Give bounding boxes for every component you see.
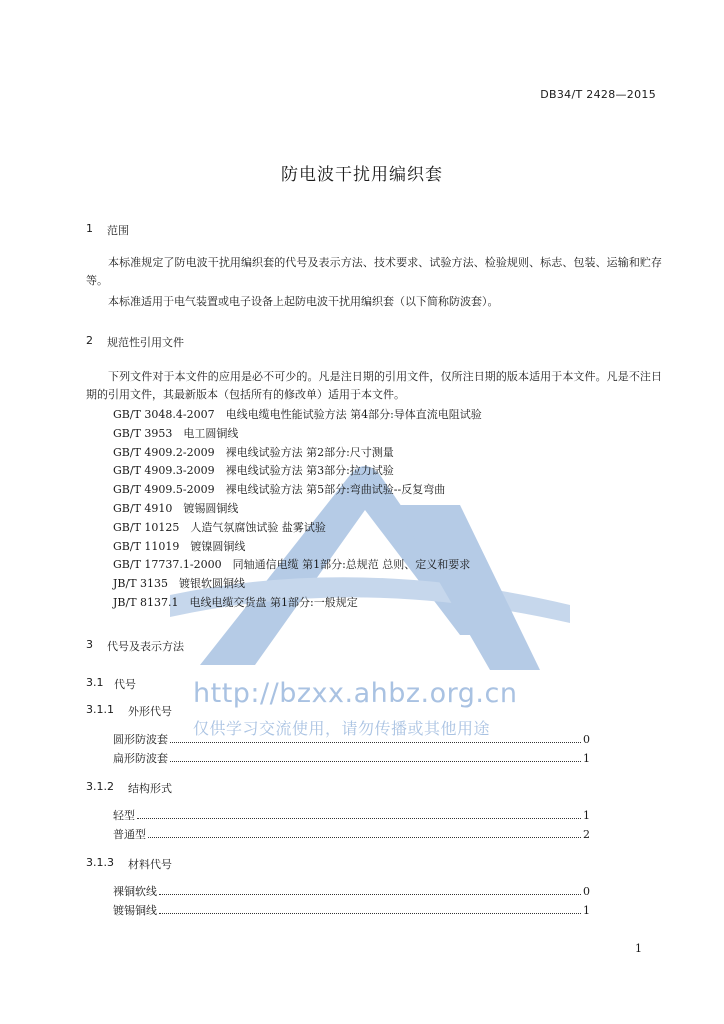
dot-leader — [148, 837, 581, 838]
code-value: 1 — [583, 752, 590, 765]
material-code-list — [113, 883, 590, 921]
watermark-note: 仅供学习交流使用，请勿传播或其他用途 — [193, 719, 491, 738]
code-item — [113, 807, 590, 826]
code-label: 轻型 — [113, 809, 135, 822]
code-item — [113, 750, 590, 769]
section-title: 代号 — [114, 678, 136, 691]
code-item — [113, 826, 590, 845]
dot-leader — [170, 742, 581, 743]
code-value: 1 — [583, 809, 590, 822]
structure-code-list — [113, 807, 590, 845]
code-label: 扁形防波套 — [113, 752, 168, 765]
reference-item: GB/T 4909.2-2009 裸电线试验方法 第2部分:尺寸测量 — [113, 445, 394, 459]
reference-item: GB/T 17737.1-2000 同轴通信电缆 第1部分:总规范 总则、定义和要求 — [113, 558, 471, 572]
reference-item: GB/T 10125 人造气氛腐蚀试验 盐雾试验 — [113, 520, 326, 534]
section-number: 3.1 — [86, 676, 104, 689]
page-number: 1 — [635, 942, 642, 955]
code-label: 圆形防波套 — [113, 733, 168, 746]
section-number: 3 — [86, 638, 93, 651]
dot-leader — [159, 913, 581, 914]
section-3-1-1-heading — [86, 703, 172, 719]
scope-paragraph-2: 本标准适用于电气装置或电子设备上起防电波干扰用编织套（以下简称防波套）。 — [108, 295, 499, 308]
section-3-1-3-heading — [86, 856, 172, 872]
watermark-url: http://bzxx.ahbz.org.cn — [193, 678, 518, 709]
code-item — [113, 902, 590, 921]
section-3-heading — [86, 638, 184, 654]
standard-number: DB34/T 2428—2015 — [540, 88, 656, 101]
code-label: 普通型 — [113, 828, 146, 841]
section-title: 范围 — [107, 224, 129, 237]
scope-paragraph-1: 本标准规定了防电波干扰用编织套的代号及表示方法、技术要求、试验方法、检验规则、标志、包装、运输和贮存等。 — [86, 256, 662, 287]
shape-code-list — [113, 731, 590, 769]
code-item — [113, 731, 590, 750]
reference-item: GB/T 11019 镀镍圆铜线 — [113, 539, 246, 553]
section-number: 2 — [86, 334, 93, 347]
dot-leader — [159, 894, 581, 895]
section-2-heading — [86, 334, 184, 350]
reference-list — [113, 406, 482, 613]
code-value: 0 — [583, 885, 590, 898]
dot-leader — [137, 818, 581, 819]
reference-item: GB/T 3048.4-2007 电线电缆电性能试验方法 第4部分:导体直流电阻试验 — [113, 408, 482, 421]
code-value: 0 — [583, 733, 590, 746]
reference-item: GB/T 3953 电工圆铜线 — [113, 426, 239, 440]
dot-leader — [170, 761, 581, 762]
code-value: 2 — [583, 828, 590, 841]
document-title: 防电波干扰用编织套 — [281, 165, 443, 185]
code-label: 裸铜软线 — [113, 885, 157, 898]
section-number: 3.1.3 — [86, 856, 114, 869]
section-number: 1 — [86, 222, 93, 235]
code-item — [113, 883, 590, 902]
code-label: 镀锡铜线 — [113, 904, 157, 917]
section-number: 3.1.1 — [86, 703, 114, 716]
section-title: 结构形式 — [128, 782, 172, 795]
section-title: 材料代号 — [128, 858, 172, 871]
reference-item: GB/T 4909.5-2009 裸电线试验方法 第5部分:弯曲试验--反复弯曲 — [113, 483, 446, 497]
section-number: 3.1.2 — [86, 780, 114, 793]
code-value: 1 — [583, 904, 590, 917]
reference-item: GB/T 4910 镀锡圆铜线 — [113, 501, 239, 515]
section-1-heading — [86, 222, 129, 238]
section-3-1-2-heading — [86, 780, 172, 796]
reference-item: JB/T 8137.1 电线电缆交货盘 第1部分:一般规定 — [113, 595, 358, 609]
reference-item: JB/T 3135 镀银软圆铜线 — [113, 577, 246, 591]
reference-item: GB/T 4909.3-2009 裸电线试验方法 第3部分:拉力试验 — [113, 464, 394, 478]
references-intro: 下列文件对于本文件的应用是必不可少的。凡是注日期的引用文件，仅所注日期的版本适用于本文件。凡是不注日期的引用文件，其最新版本（包括所有的修改单）适用于本文件。 — [86, 370, 662, 401]
section-title: 外形代号 — [128, 705, 172, 718]
section-title: 代号及表示方法 — [107, 640, 184, 653]
section-title: 规范性引用文件 — [107, 336, 184, 349]
section-3-1-heading — [86, 676, 136, 692]
